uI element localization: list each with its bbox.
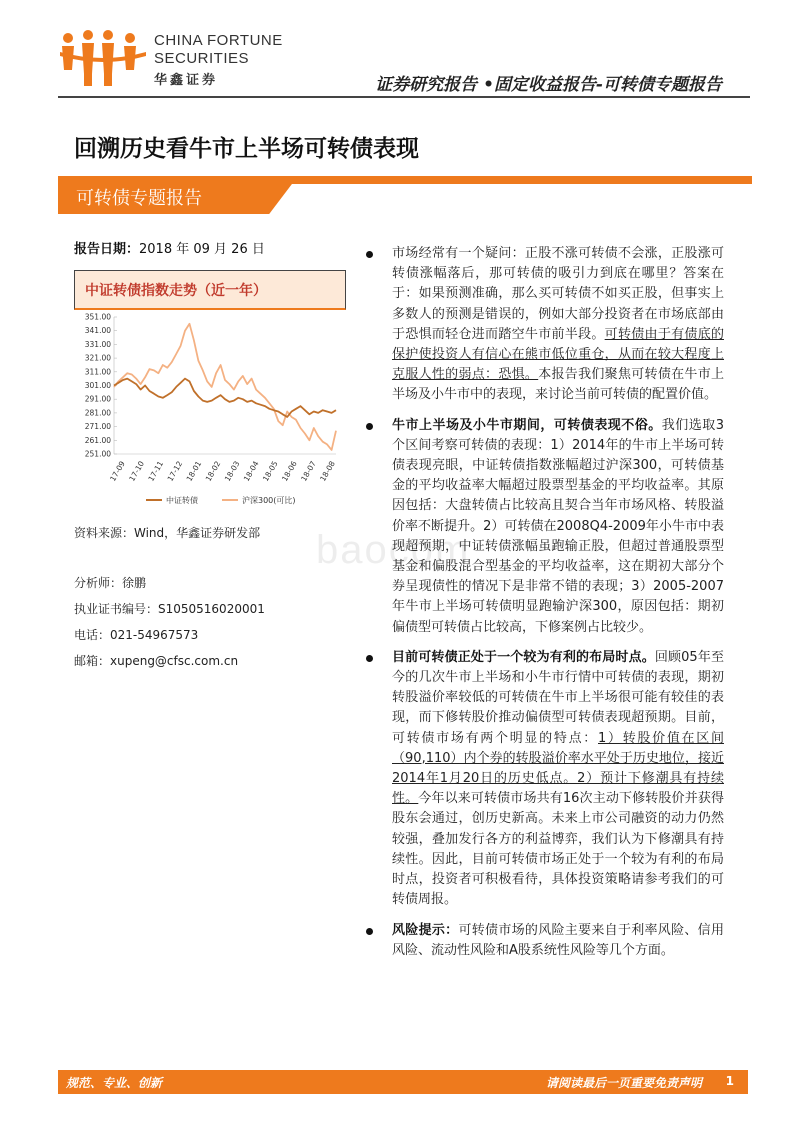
bullet-item: [364, 416, 724, 638]
x-tick-label: 18-08: [318, 459, 337, 483]
report-date-value: 2018 年 09 月 26 日: [139, 242, 265, 257]
bullet-lead: 牛市上半场及小牛市期间，可转债表现不俗。: [392, 417, 662, 433]
company-logo: [58, 30, 288, 90]
summary-bullets: [364, 244, 724, 961]
chart-title: 中证转债指数走势（近一年）: [85, 283, 267, 299]
x-tick-label: 17-12: [165, 459, 185, 483]
x-tick-label: 17-10: [127, 459, 147, 483]
x-tick-label: 18-01: [184, 459, 204, 483]
index-trend-chart: [74, 312, 346, 517]
bullet-dot-icon: [366, 655, 373, 662]
x-tick-label: 18-05: [260, 459, 280, 483]
bullet-lead: 目前可转债正处于一个较为有利的布局时点。: [392, 649, 655, 665]
license-number: 执业证书编号：S1050516020001: [74, 602, 265, 616]
bullet-item: [364, 648, 724, 911]
fortune-logo-icon: [58, 30, 148, 88]
bullet-dot-icon: [366, 928, 373, 935]
logo-text-chinese: 华鑫证券: [154, 73, 219, 88]
watermark: baocom: [316, 528, 471, 572]
bullet-item: [364, 244, 724, 406]
logo-line-1: CHINA FORTUNE: [154, 32, 283, 49]
bullet-text: 我们选取3个区间考察可转债的表现：1）2014年的牛市上半场可转债表现亮眼，中证转债指数涨幅超过沪深300，可转债基金的平均收益率大幅超过股票型基金的平均收益率。其原因包括：大盘转债占比较高且契合当年市场风格、转股溢价率不断提升。2）可转债在2008Q4-2009年小牛市中表现超预期，中证转债涨幅虽跑输正股，但超过普通股票型基金和偏股混合型基金的平均收益率，这在期初大部分个券呈现债性的情况下是非常不错的表现；3）2005-2007年牛市上半场可转债明显跑输沪深300，原因包括：期初偏债型可转债占比较高，下修案例占比较少。: [392, 417, 724, 635]
x-tick-label: 18-03: [222, 459, 242, 483]
logo-text-english: [154, 32, 283, 68]
x-tick-label: 18-04: [241, 459, 261, 483]
y-tick-label: 251.00: [84, 449, 111, 459]
logo-line-2: SECURITIES: [154, 50, 250, 67]
y-tick-label: 321.00: [84, 353, 111, 363]
banner-label: 可转债专题报告: [76, 188, 202, 209]
x-tick-label: 17-09: [108, 459, 127, 483]
x-tick-label: 18-02: [203, 459, 223, 483]
legend-label: 中证转债: [166, 496, 198, 505]
x-tick-label: 18-07: [299, 459, 318, 483]
report-series: 证券研究报告 •固定收益报告-可转债专题报告: [375, 75, 722, 95]
footer-disclaimer-link[interactable]: 请阅读最后一页重要免责声明: [545, 1076, 702, 1090]
bullet-text-2: 今年以来可转债市场共有16次主动下修转股价并获得股东会通过，创历史新高。未来上市公司融资的动力仍然较强，叠加发行各方的利益博弈，我们认为下修潮具有持续性。因此，目前可转债市场正处于一个较为有利的布局时点，投资者可积极看待，具体投资策略请参考我们的可转债周报。: [392, 791, 724, 908]
page-number: 1: [725, 1074, 734, 1088]
report-date: [74, 238, 265, 257]
section-banner: [58, 176, 752, 214]
chart-title-box: [74, 270, 346, 310]
y-tick-label: 351.00: [84, 312, 111, 322]
bullet-text: 市场经常有一个疑问：正股不涨可转债不会涨，正股涨可转债涨幅落后，那可转债的吸引力到底在哪里？答案在于：如果预测准确，那么买可转债不如买正股，但事实上多数人的预测是错误的，例如大部分投资者在市场底部由于恐惧而轻仓进而踏空牛市前半段。: [392, 246, 724, 342]
series-line: [114, 379, 336, 417]
bullet-text: 可转债市场的风险主要来自于利率风险、信用风险、流动性风险和A股系统性风险等几个方面。: [392, 922, 724, 958]
y-tick-label: 331.00: [84, 339, 111, 349]
y-tick-label: 291.00: [84, 394, 111, 404]
bullet-text-2: 本报告我们聚焦可转债在牛市上半场及小牛市中的表现，来讨论当前可转债的配置价值。: [392, 367, 724, 403]
legend-label: 沪深300(可比): [242, 496, 296, 505]
report-date-label: 报告日期：: [74, 242, 140, 257]
bullet-dot-icon: [366, 423, 373, 430]
page-footer: [58, 1070, 748, 1094]
phone-number: 电话：021-54967573: [74, 628, 199, 642]
bullet-item: [364, 921, 724, 961]
chart-source: 资料来源：Wind，华鑫证券研发部: [74, 526, 261, 540]
y-tick-label: 301.00: [84, 381, 111, 390]
header-divider: [58, 96, 750, 98]
y-tick-label: 311.00: [84, 367, 111, 377]
analyst-name: 分析师：徐鹏: [74, 576, 147, 590]
bullet-dot-icon: [366, 251, 373, 258]
y-tick-label: 341.00: [84, 326, 111, 336]
report-title: 回溯历史看牛市上半场可转债表现: [74, 136, 419, 162]
bullet-lead: 风险提示：: [392, 922, 459, 938]
y-tick-label: 261.00: [84, 435, 111, 445]
bullet-underlined-text: 可转债由于有债底的保护使投资人有信心在熊市低位重仓，从而在较大程度上克服人性的弱点：恐惧。: [392, 326, 724, 383]
y-tick-label: 281.00: [84, 408, 111, 418]
x-tick-label: 18-06: [280, 459, 299, 483]
footer-slogan: 规范、专业、创新: [66, 1076, 163, 1090]
x-tick-label: 17-11: [146, 459, 166, 483]
y-tick-label: 271.00: [84, 422, 111, 432]
bullet-text: 回顾05年至今的几次牛市上半场和小牛市行情中可转债的表现，期初转股溢价率较低的可转债在牛市上半场很可能有较佳的表现，而下修转股价推动偏债型可转债表现超预期。目前，可转债市场有两个明显的特点：: [392, 649, 724, 746]
bullet-underlined-text: 1）转股价值在区间（90,110）内个券的转股溢价率水平处于历史地位，接近2014年1月20日的历史低点。2）预计下修潮具有持续性。: [392, 730, 724, 807]
email-address: 邮箱：xupeng@cfsc.com.cn: [74, 654, 239, 668]
